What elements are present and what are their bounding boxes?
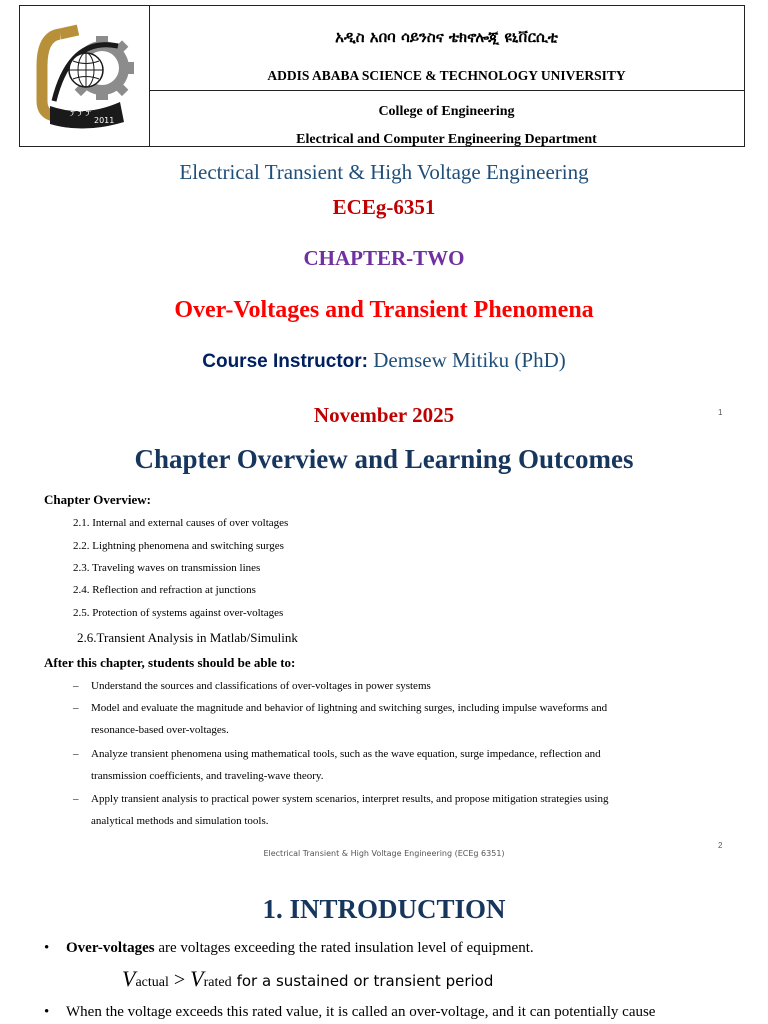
outcomes-heading: After this chapter, students should be able to: [44,655,296,670]
outcome-item [73,743,713,787]
formula-operator: > [173,969,186,991]
formula-sub-rated: rated [203,975,232,990]
overview-item: 2.6.Transient Analysis in Matlab/Simulink [77,630,298,645]
slide-footer: Electrical Transient & High Voltage Engineering (ECEg 6351) [263,849,505,858]
overview-item: 2.3. Traveling waves on transmission lines [73,562,261,574]
logo-year: 2011 [94,116,115,125]
bullet-text: When the voltage exceeds this rated value, it is called an over-voltage, and it can potentially cause [66,1004,656,1020]
dash-marker: – [73,702,79,714]
page-number-2: 2 [718,841,723,850]
introduction-title: 1. INTRODUCTION [262,894,506,924]
bold-term: Over-voltages [66,940,155,956]
bullet-item [44,940,534,957]
dash-marker: – [73,793,79,805]
outcome-item [73,788,713,832]
course-code: ECEg-6351 [332,195,436,219]
instructor-name: Demsew Mitiku (PhD) [373,348,566,372]
formula-text: for a sustained or transient period [236,972,494,990]
header-row-college [149,90,744,146]
formula-v2: V [190,966,204,991]
course-title: Electrical Transient & High Voltage Engineering [179,160,589,184]
outcome-line: Understand the sources and classifications of over-voltages in power systems [91,680,431,692]
instructor-label: Course Instructor: [202,351,368,372]
page-number-1: 1 [718,408,723,417]
bullet-rest: are voltages exceeding the rated insulation level of equipment. [154,940,534,956]
overview-title: Chapter Overview and Learning Outcomes [134,444,634,474]
formula-sub-actual: actual [135,975,169,990]
department-name: Electrical and Computer Engineering Department [296,132,597,147]
outcome-line: resonance-based over-voltages. [91,724,229,736]
overview-item: 2.4. Reflection and refraction at junctions [73,584,256,596]
university-logo [20,6,149,146]
logo-initials: ፓ ፓ ፓ [70,109,92,117]
dash-marker: – [73,748,79,760]
overview-item: 2.5. Protection of systems against over-voltages [73,607,284,619]
bullet-marker: • [44,1004,50,1020]
university-header [19,5,745,147]
overview-item: 2.2. Lightning phenomena and switching surges [73,540,284,552]
overview-item: 2.1. Internal and external causes of over voltages [73,517,289,529]
outcome-line: transmission coefficients, and traveling-wave theory. [91,770,324,782]
amharic-university-name: አዲስ አበባ ሳይንስና ቴክኖሎጂ ዩኒቨርሲቲ [335,28,558,46]
overview-heading: Chapter Overview: [44,492,151,507]
over-voltage-formula [122,966,493,992]
chapter-label: CHAPTER-TWO [303,246,465,270]
outcome-item [73,697,713,741]
college-name: College of Engineering [378,104,515,119]
globe-icon [69,53,103,87]
logo-cell [20,6,150,146]
outcome-line: analytical methods and simulation tools. [91,815,269,827]
university-name: ADDIS ABABA SCIENCE & TECHNOLOGY UNIVERSITY [267,68,626,83]
outcome-line: Model and evaluate the magnitude and behavior of lightning and switching surges, including impulse waveforms and [91,702,608,714]
dash-marker: – [73,680,79,692]
instructor-line [0,348,768,373]
bullet-text [66,940,534,957]
presentation-date: November 2025 [313,403,455,427]
formula-v1: V [122,966,136,991]
outcome-line: Analyze transient phenomena using mathematical tools, such as the wave equation, surge impedance, reflection and [91,748,601,760]
outcome-item [73,675,713,697]
bullet-item [44,1004,655,1021]
header-row-university [149,6,744,91]
chapter-title: Over-Voltages and Transient Phenomena [174,297,594,323]
outcome-line: Apply transient analysis to practical power system scenarios, interpret results, and propose mitigation strategies using [91,793,609,805]
bullet-marker: • [44,940,50,956]
